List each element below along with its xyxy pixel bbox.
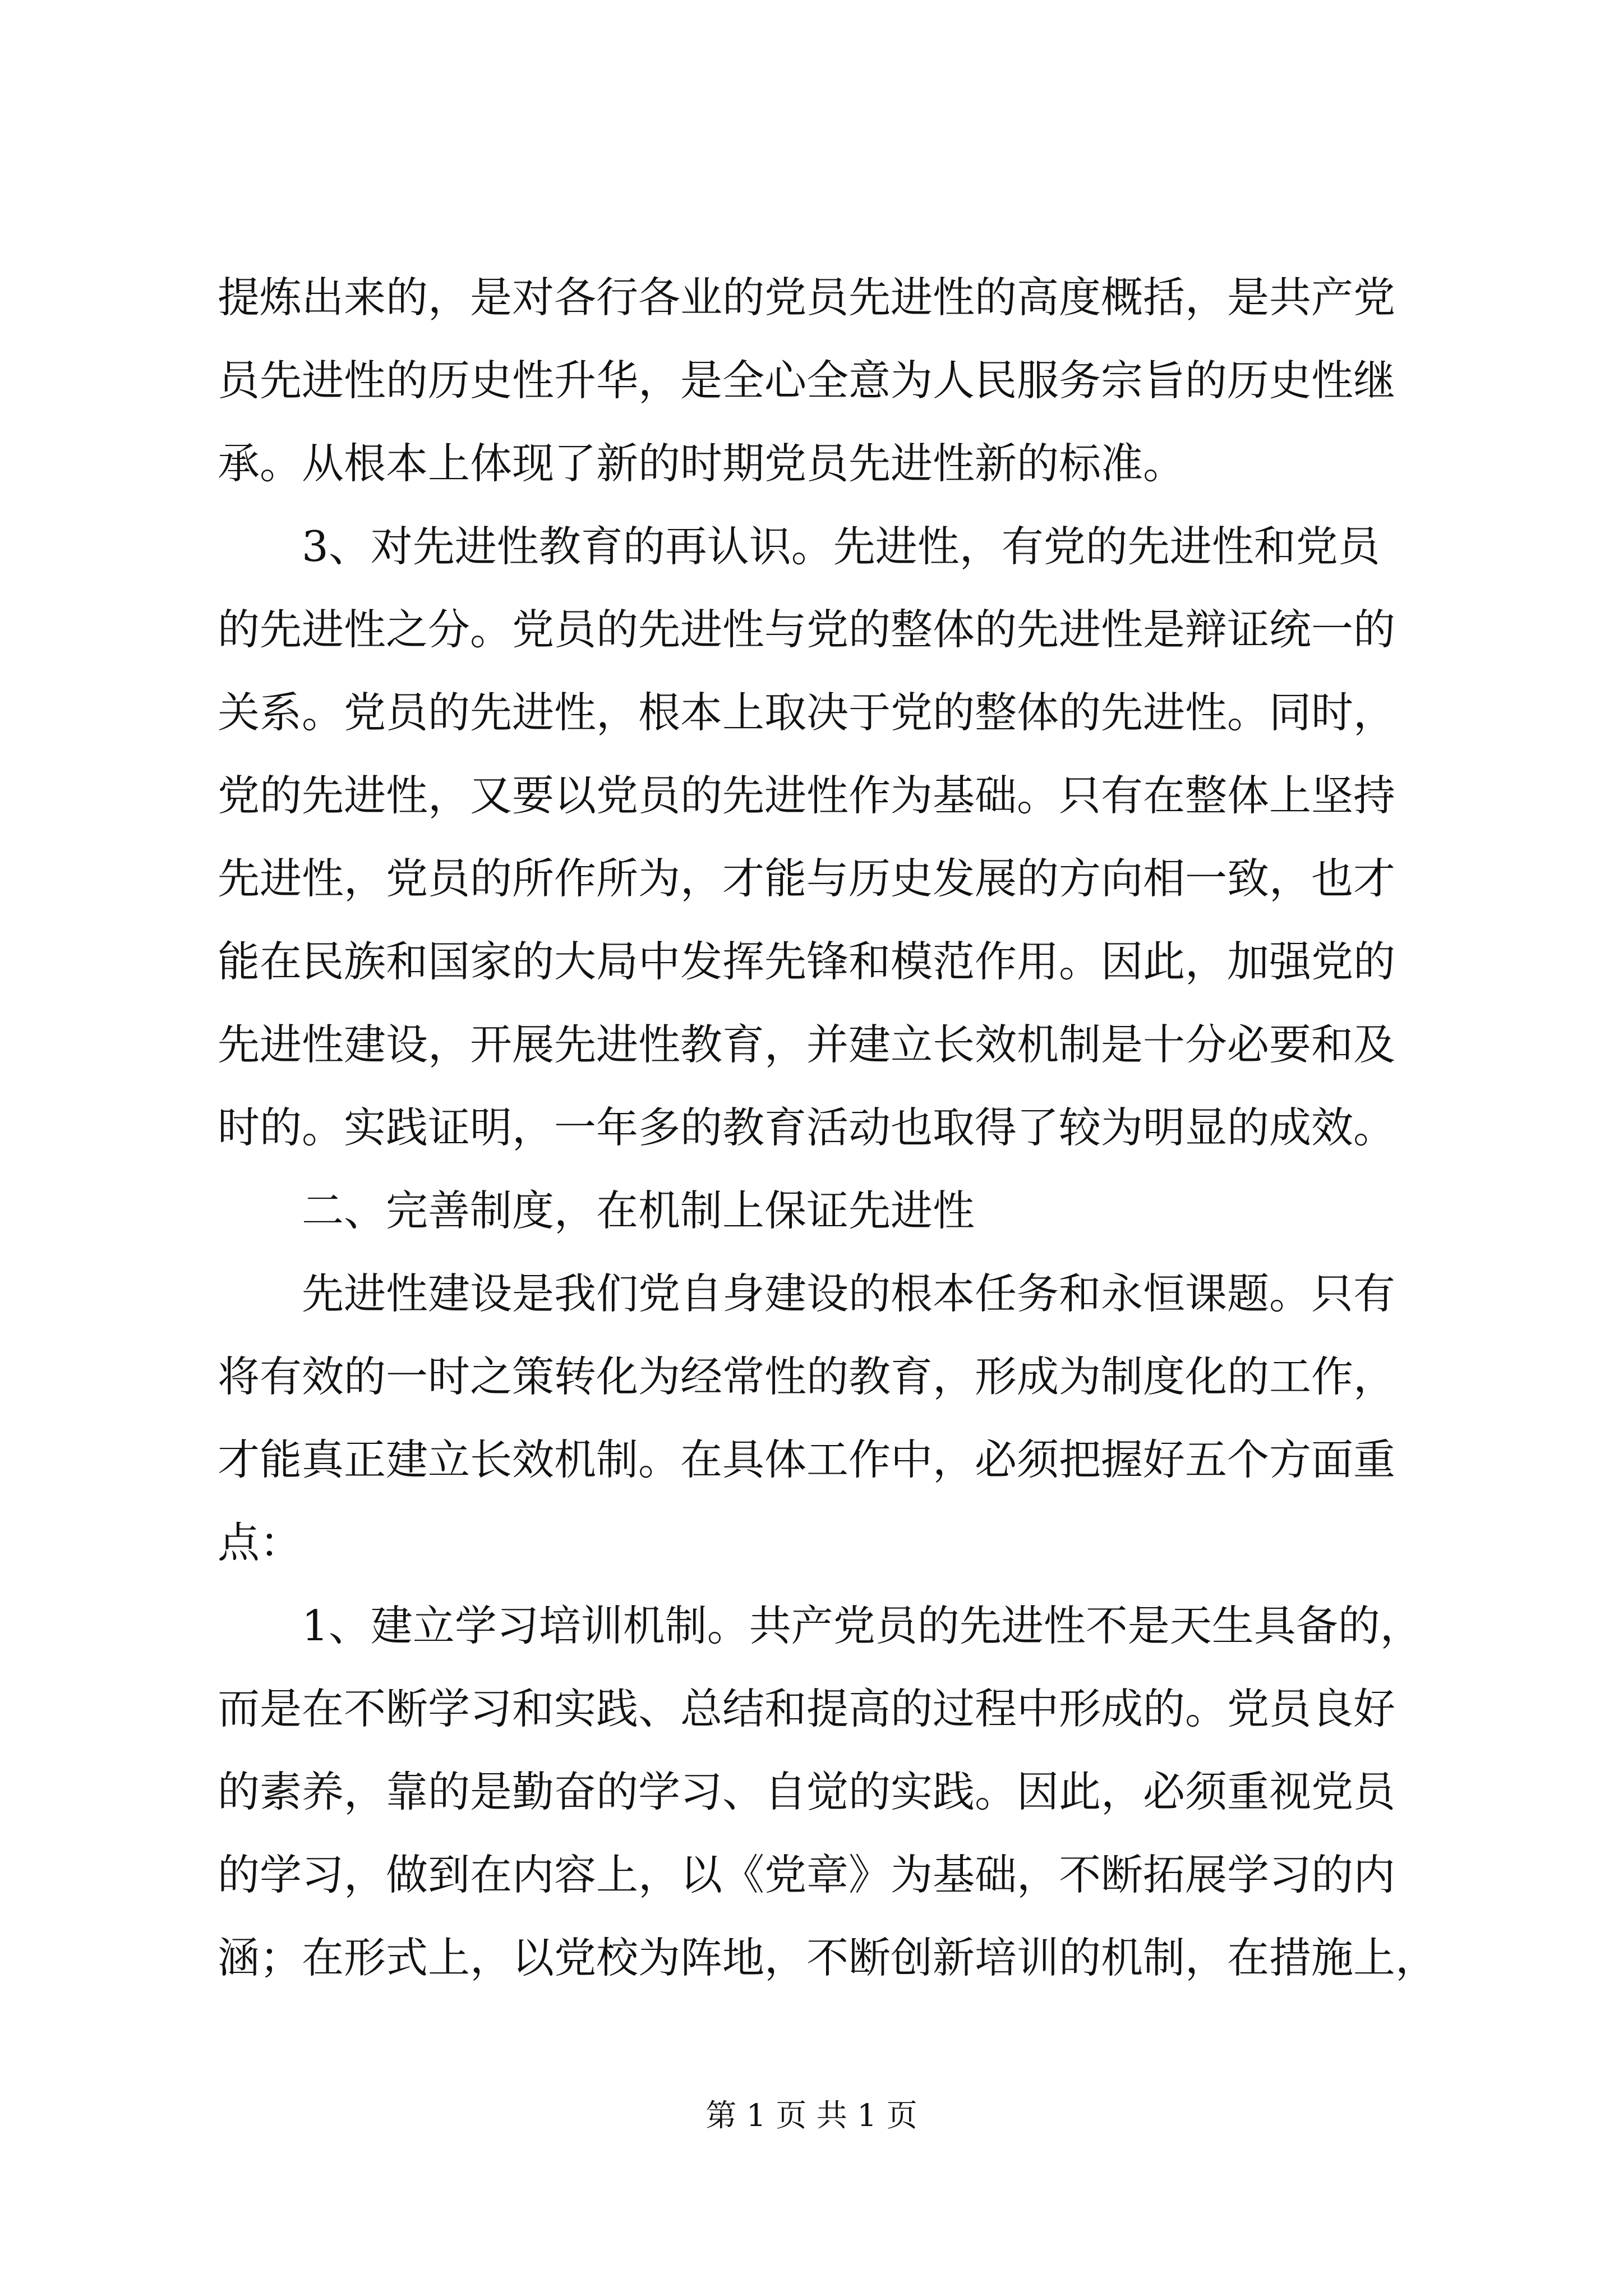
text-line: 才能真正建立长效机制。在具体工作中，必须把握好五个方面重	[218, 1435, 1396, 1484]
text-line: 涵；在形式上，以党校为阵地，不断创新培训的机制，在措施上，	[218, 1933, 1438, 1982]
text-line: 党的先进性，又要以党员的先进性作为基础。只有在整体上坚持	[218, 771, 1396, 820]
text-line: 承。从根本上体现了新的时期党员先进性新的标准。	[218, 439, 1186, 488]
text-line: 的素养，靠的是勤奋的学习、自觉的实践。因此，必须重视党员	[218, 1767, 1396, 1816]
text-line: 先进性建设，开展先进性教育，并建立长效机制是十分必要和及	[218, 1020, 1396, 1069]
text-line: 时的。实践证明，一年多的教育活动也取得了较为明显的成效。	[218, 1103, 1396, 1152]
text-line: 员先进性的历史性升华，是全心全意为人民服务宗旨的历史性继	[218, 356, 1396, 405]
text-line: 能在民族和国家的大局中发挥先锋和模范作用。因此，加强党的	[218, 937, 1396, 986]
text-line: 提炼出来的，是对各行各业的党员先进性的高度概括，是共产党	[218, 273, 1396, 322]
text-line: 1、建立学习培训机制。共产党员的先进性不是天生具备的，	[302, 1601, 1422, 1650]
text-line: 的先进性之分。党员的先进性与党的整体的先进性是辩证统一的	[218, 605, 1396, 654]
text-line: 先进性建设是我们党自身建设的根本任务和永恒课题。只有	[302, 1269, 1396, 1318]
document-body	[218, 256, 1438, 1999]
text-line: 的学习，做到在内容上，以《党章》为基础，不断拓展学习的内	[218, 1850, 1396, 1899]
text-line: 关系。党员的先进性，根本上取决于党的整体的先进性。同时，	[218, 688, 1396, 737]
text-line: 3、对先进性教育的再认识。先进性，有党的先进性和党员	[302, 522, 1380, 571]
text-line: 将有效的一时之策转化为经常性的教育，形成为制度化的工作，	[218, 1352, 1396, 1401]
text-line: 点：	[218, 1518, 302, 1567]
text-line: 二、完善制度，在机制上保证先进性	[302, 1186, 975, 1235]
text-line: 先进性，党员的所作所为，才能与历史发展的方向相一致，也才	[218, 854, 1396, 903]
page-footer: 第 1 页 共 1 页	[706, 2097, 917, 2133]
text-line: 而是在不断学习和实践、总结和提高的过程中形成的。党员良好	[218, 1684, 1396, 1733]
